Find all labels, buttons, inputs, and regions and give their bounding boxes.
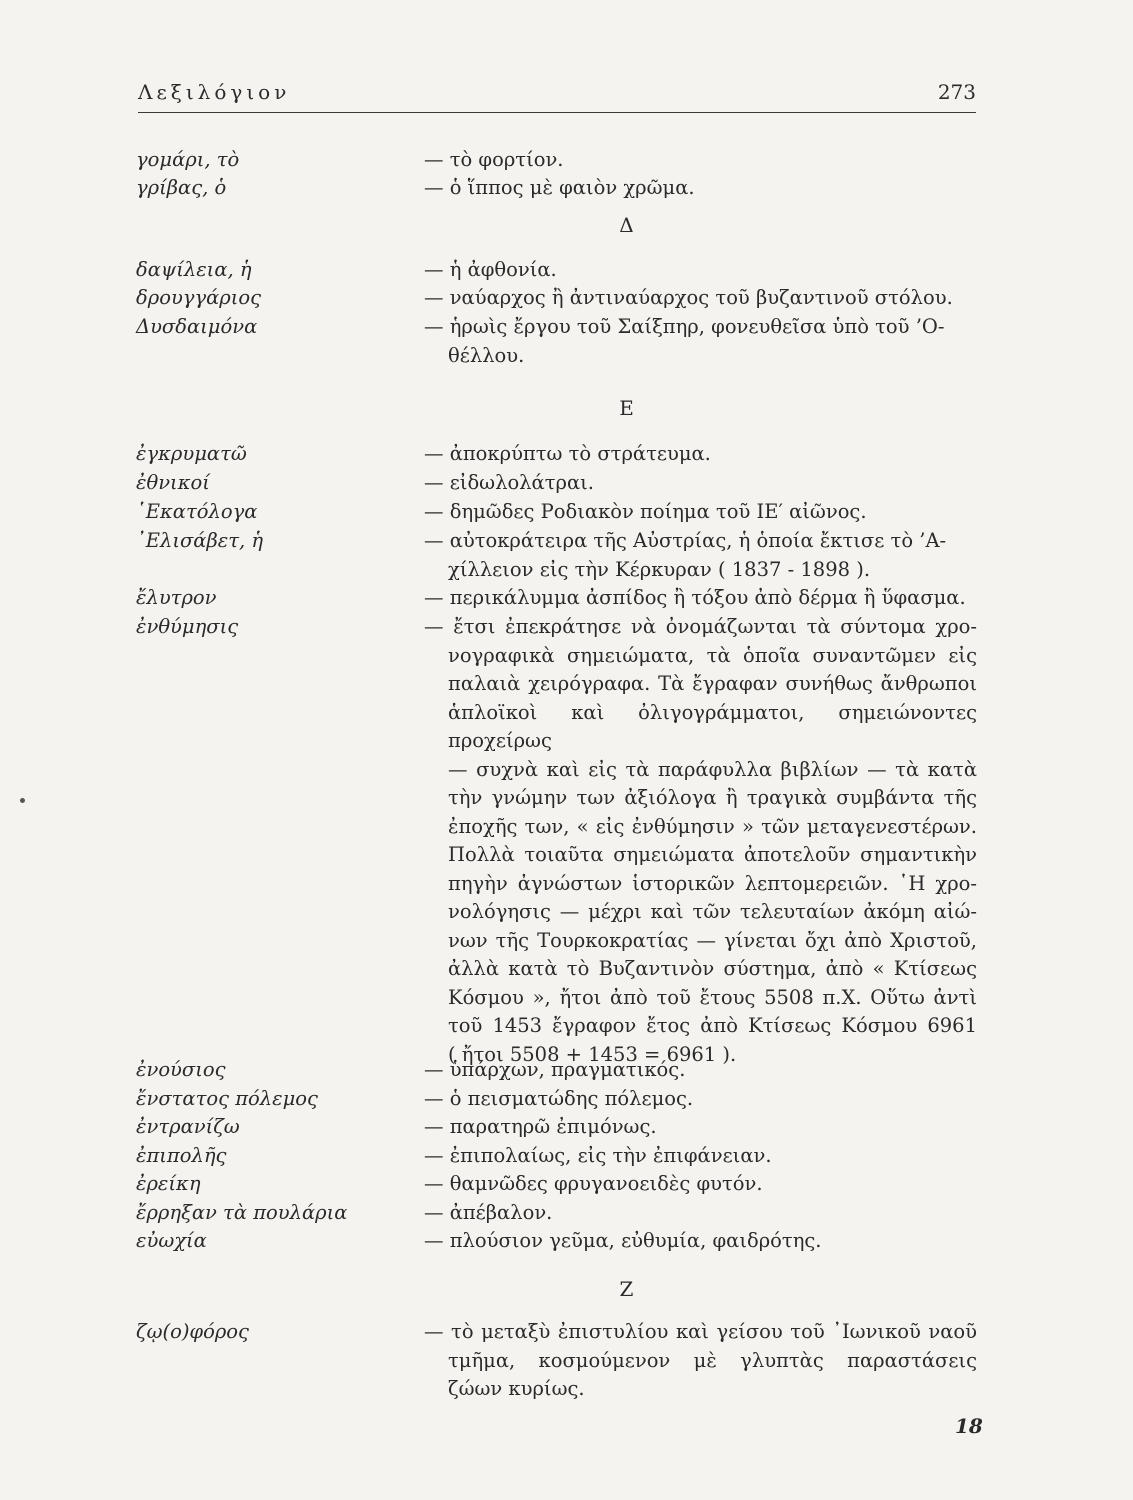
- glossary-definition: [424, 1199, 977, 1228]
- definition-line: θέλλου.: [448, 343, 525, 367]
- section-letter: Δ: [619, 213, 634, 237]
- definition-line: τὴν γνώμην των ἀξιόλογα ἢ τραγικὰ συμβάντα τῆς: [448, 786, 977, 809]
- definition-line: ἀλλὰ κατὰ τὸ Βυζαντινὸν σύστημα, ἀπὸ « Κτίσεως: [448, 957, 977, 980]
- definition-line: — ἀπέβαλον.: [424, 1201, 553, 1224]
- glossary-term: γρίβας, ὁ: [136, 176, 227, 199]
- glossary-definition: [424, 313, 977, 370]
- definition-line: — αὐτοκράτειρα τῆς Αὐστρίας, ἡ ὁποία ἔκτισε τὸ ’Α-: [424, 529, 947, 552]
- glossary-term: Δυσδαιμόνα: [136, 315, 258, 338]
- definition-line: — πλούσιον γεῦμα, εὐθυμία, φαιδρότης.: [424, 1229, 822, 1252]
- definition-line: — ὁ πεισματώδης πόλεμος.: [424, 1087, 694, 1110]
- glossary-term: ἐνούσιος: [136, 1058, 226, 1081]
- definition-line: ζώων κυρίως.: [448, 1377, 585, 1400]
- glossary-definition: [424, 498, 977, 527]
- glossary-definition: [424, 1170, 977, 1199]
- definition-line: νων τῆς Τουρκοκρατίας — γίνεται ὄχι ἀπὸ Χριστοῦ,: [448, 928, 977, 952]
- definition-line: — παρατηρῶ ἐπιμόνως.: [424, 1115, 657, 1138]
- section-letter: Ζ: [619, 1277, 634, 1301]
- definition-line: — ἐπιπολαίως, εἰς τὴν ἐπιφάνειαν.: [424, 1144, 772, 1167]
- definition-line: — ὑπάρχων, πραγματικός.: [424, 1058, 686, 1081]
- glossary-term: ἐρείκη: [136, 1172, 201, 1195]
- glossary-definition: [424, 440, 977, 469]
- definition-line: — τὸ φορτίον.: [424, 148, 564, 171]
- glossary-definition: [424, 584, 977, 613]
- definition-line: — δημῶδες Ροδιακὸν ποίημα τοῦ ΙΕ′ αἰῶνος.: [424, 500, 867, 523]
- definition-line: νολόγησις — μέχρι καὶ τῶν τελευταίων ἀκόμη αἰώ-: [448, 900, 977, 923]
- definition-line: — ἡρωὶς ἔργου τοῦ Σαίξπηρ, φονευθεῖσα ὑπὸ τοῦ ’Ο-: [424, 315, 945, 338]
- glossary-term: ἐντρανίζω: [136, 1115, 240, 1138]
- running-title: Λεξιλόγιον: [138, 80, 291, 104]
- definition-line: πηγὴν ἀγνώστων ἱστορικῶν λεπτομερειῶν. ῾Η χρο-: [448, 871, 977, 895]
- glossary-definition: [424, 1113, 977, 1142]
- page-header: [138, 76, 976, 113]
- ink-speck: [20, 798, 25, 803]
- definition-line: — ἔτσι ἐπεκράτησε νὰ ὀνομάζωνται τὰ σύντομα χρο-: [424, 615, 977, 638]
- glossary-definition: [424, 256, 977, 285]
- glossary-definition: [424, 1085, 977, 1114]
- glossary-term: ἔλυτρον: [136, 586, 217, 609]
- glossary-definition: [424, 146, 977, 175]
- definition-line: ἐποχῆς των, « εἰς ἐνθύμησιν » τῶν μεταγενεστέρων.: [448, 814, 977, 838]
- glossary-term: ἔρρηξαν τὰ πουλάρια: [136, 1201, 348, 1224]
- definition-line: — ἀποκρύπτω τὸ στράτευμα.: [424, 442, 711, 465]
- definition-line: — ὁ ἵππος μὲ φαιὸν χρῶμα.: [424, 176, 695, 199]
- glossary-term: ᾿Ελισάβετ, ἡ: [136, 529, 264, 552]
- glossary-definition: [424, 527, 977, 584]
- glossary-term: δαψίλεια, ἡ: [136, 258, 252, 281]
- section-letter: Ε: [619, 396, 634, 420]
- definition-line: χίλλειον εἰς τὴν Κέρκυραν ( 1837 - 1898 ).: [448, 557, 871, 581]
- definition-line: τμῆμα, κοσμούμενον μὲ γλυπτὰς παραστάσεις: [448, 1348, 977, 1372]
- glossary-term: ἔνστατος πόλεμος: [136, 1087, 318, 1110]
- definition-line: — περικάλυμμα ἀσπίδος ἢ τόξου ἀπὸ δέρμα ἢ ὕφασμα.: [424, 586, 966, 609]
- glossary-definition: [424, 1142, 977, 1171]
- definition-line: — θαμνῶδες φρυγανοειδὲς φυτόν.: [424, 1172, 763, 1195]
- definition-line: Πολλὰ τοιαῦτα σημειώματα ἀποτελοῦν σημαντικὴν: [448, 843, 977, 866]
- glossary-term: εὐωχία: [136, 1229, 207, 1252]
- glossary-definition: [424, 1056, 977, 1085]
- definition-line: νογραφικὰ σημειώματα, τὰ ὁποῖα συναντῶμεν εἰς: [448, 643, 977, 667]
- glossary-definition: [424, 174, 977, 203]
- glossary-definition: [424, 284, 977, 313]
- glossary-term: γομάρι, τὸ: [136, 148, 240, 171]
- glossary-term: ἐθνικοί: [136, 471, 210, 494]
- glossary-term: δρουγγάριος: [136, 286, 262, 309]
- glossary-term: ῾Εκατόλογα: [136, 500, 258, 523]
- definition-line: — συχνὰ καὶ εἰς τὰ παράφυλλα βιβλίων — τὰ κατὰ: [448, 757, 977, 781]
- definition-line: Κόσμου », ἤτοι ἀπὸ τοῦ ἔτους 5508 π.Χ. Οὕτω ἀντὶ: [448, 985, 977, 1009]
- definition-line: ἁπλοϊκοὶ καὶ ὀλιγογράμματοι, σημειώνοντες προχείρως: [448, 700, 977, 752]
- glossary-definition: [424, 613, 977, 1069]
- page-number: 273: [937, 80, 976, 104]
- glossary-definition: [424, 469, 977, 498]
- glossary-term: ἐγκρυματῶ: [136, 442, 247, 465]
- glossary-definition: [424, 1318, 977, 1404]
- glossary-definition: [424, 1227, 977, 1256]
- definition-line: — εἰδωλολάτραι.: [424, 471, 594, 494]
- definition-line: παλαιὰ χειρόγραφα. Τὰ ἔγραφαν συνήθως ἄνθρωποι: [448, 672, 977, 695]
- definition-line: — τὸ μεταξὺ ἐπιστυλίου καὶ γείσου τοῦ ᾿Ιωνικοῦ ναοῦ: [424, 1320, 977, 1343]
- signature-mark: 18: [955, 1414, 983, 1438]
- glossary-term: ἐπιπολῆς: [136, 1144, 227, 1167]
- definition-line: ( ἤτοι 5508 + 1453 = 6961 ).: [448, 1042, 737, 1066]
- definition-line: τοῦ 1453 ἔγραφον ἔτος ἀπὸ Κτίσεως Κόσμου 6961: [448, 1014, 977, 1037]
- glossary-term: ἐνθύμησις: [136, 615, 239, 638]
- glossary-term: ζῳ(ο)φόρος: [136, 1320, 249, 1343]
- definition-line: — ναύαρχος ἢ ἀντιναύαρχος τοῦ βυζαντινοῦ στόλου.: [424, 286, 953, 309]
- definition-line: — ἡ ἀφθονία.: [424, 258, 557, 281]
